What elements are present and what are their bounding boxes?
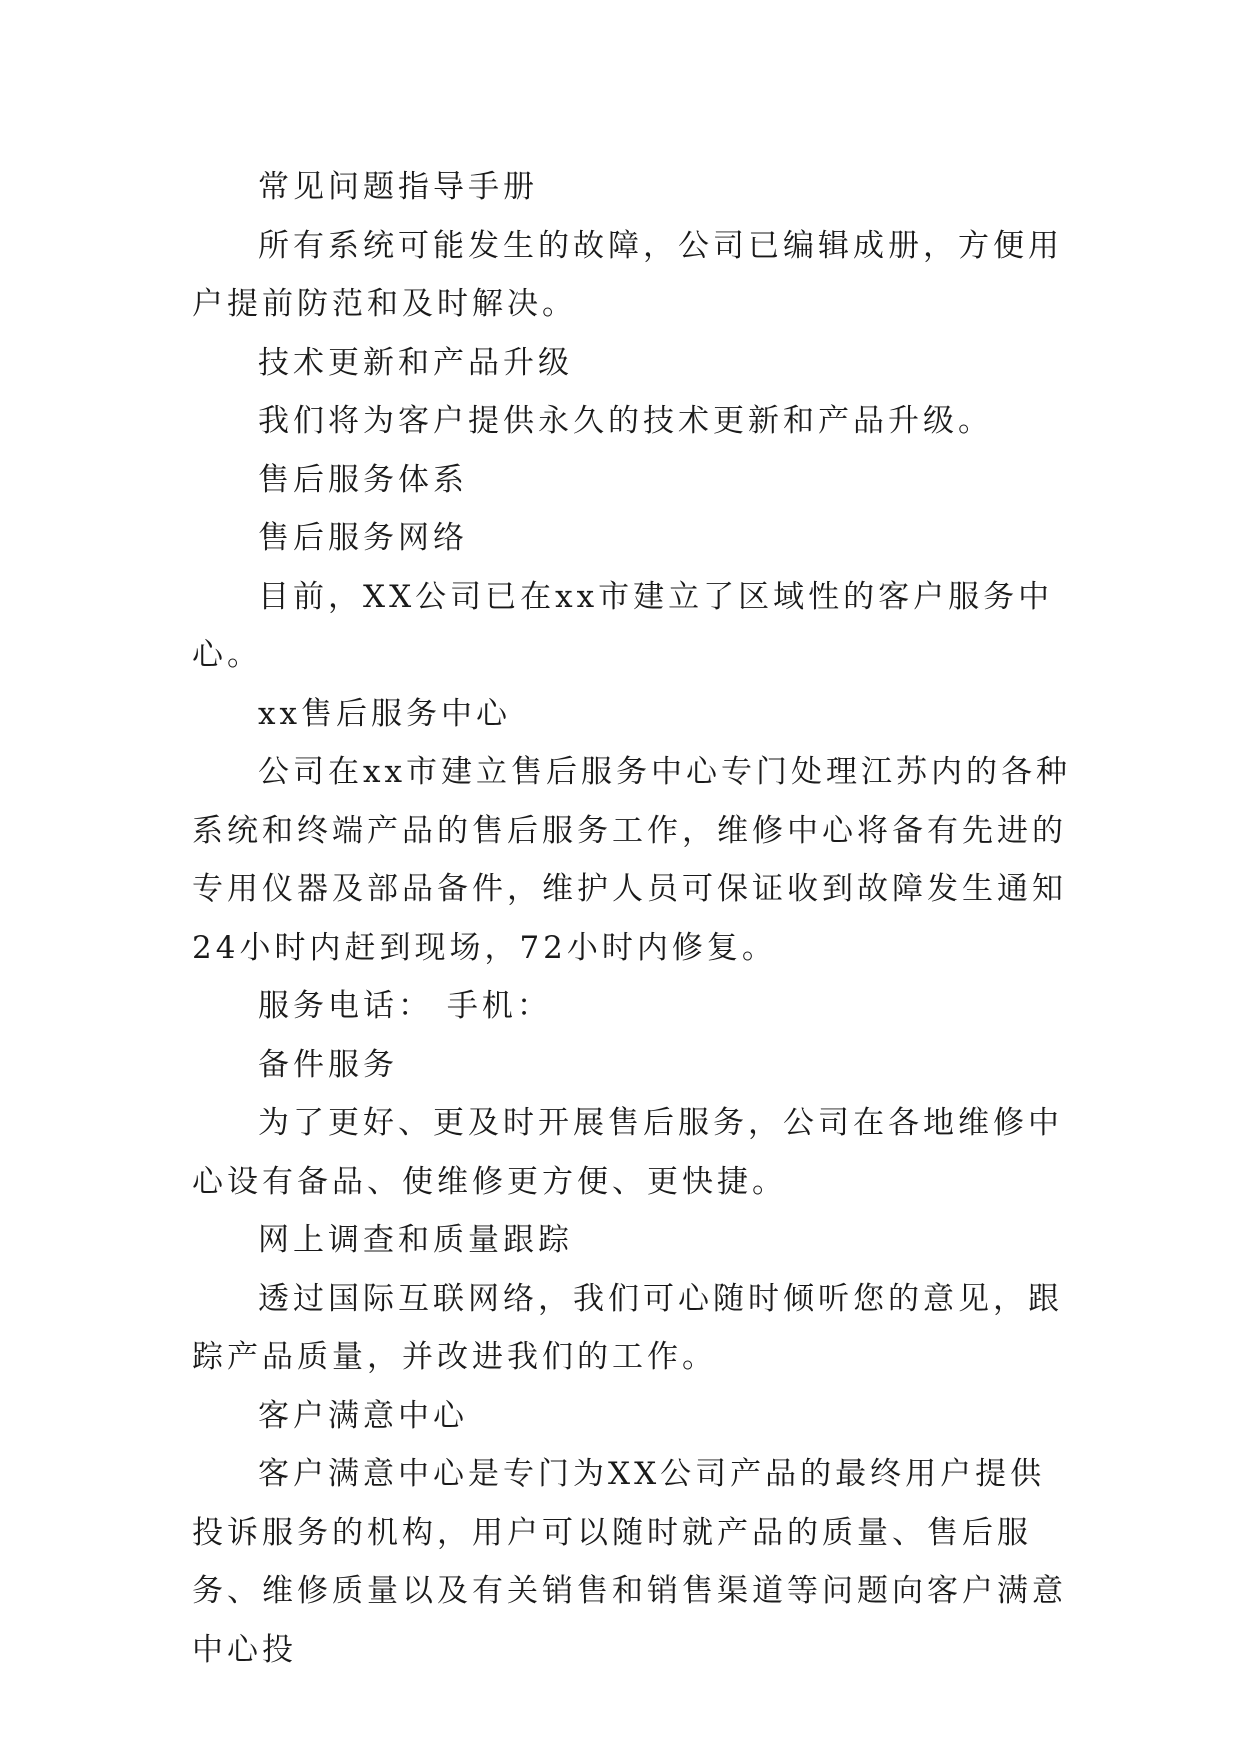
paragraph-service-center: 公司在xx市建立售后服务中心专门处理江苏内的各种系统和终端产品的售后服务工作，维修中心将备有先进的专用仪器及部品备件，维护人员可保证收到故障发生通知24小时内赶到现场，72小时内修复。 bbox=[192, 754, 1071, 966]
paragraph-service-network: 目前，XX公司已在xx市建立了区域性的客户服务中心。 bbox=[192, 578, 1054, 673]
section-heading-service-system: 售后服务体系 bbox=[258, 461, 468, 498]
paragraph-tech-updates: 我们将为客户提供永久的技术更新和产品升级。 bbox=[258, 403, 993, 439]
paragraph-faq-manual: 所有系统可能发生的故障，公司已编辑成册，方便用户提前防范和及时解决。 bbox=[192, 227, 1063, 322]
section-heading-tech-updates: 技术更新和产品升级 bbox=[258, 344, 573, 381]
document-body bbox=[192, 158, 1072, 1679]
section-heading-service-network: 售后服务网络 bbox=[258, 520, 468, 556]
service-contact-line: 服务电话： 手机： bbox=[258, 988, 552, 1024]
section-heading-service-center: xx售后服务中心 bbox=[258, 695, 511, 732]
section-heading-online-survey: 网上调查和质量跟踪 bbox=[258, 1222, 573, 1258]
paragraph-spare-parts: 为了更好、更及时开展售后服务，公司在各地维修中心设有备品、使维修更方便、更快捷。 bbox=[192, 1105, 1063, 1200]
paragraph-satisfaction-center: 客户满意中心是专门为XX公司产品的最终用户提供投诉服务的机构，用户可以随时就产品的质量、售后服务、维修质量以及有关销售和销售渠道等问题向客户满意中心投 bbox=[192, 1456, 1067, 1668]
section-heading-faq-manual: 常见问题指导手册 bbox=[258, 169, 538, 205]
section-heading-satisfaction-center: 客户满意中心 bbox=[258, 1397, 468, 1434]
section-heading-spare-parts: 备件服务 bbox=[258, 1046, 398, 1083]
paragraph-online-survey: 透过国际互联网络，我们可心随时倾听您的意见，跟踪产品质量，并改进我们的工作。 bbox=[192, 1280, 1063, 1375]
